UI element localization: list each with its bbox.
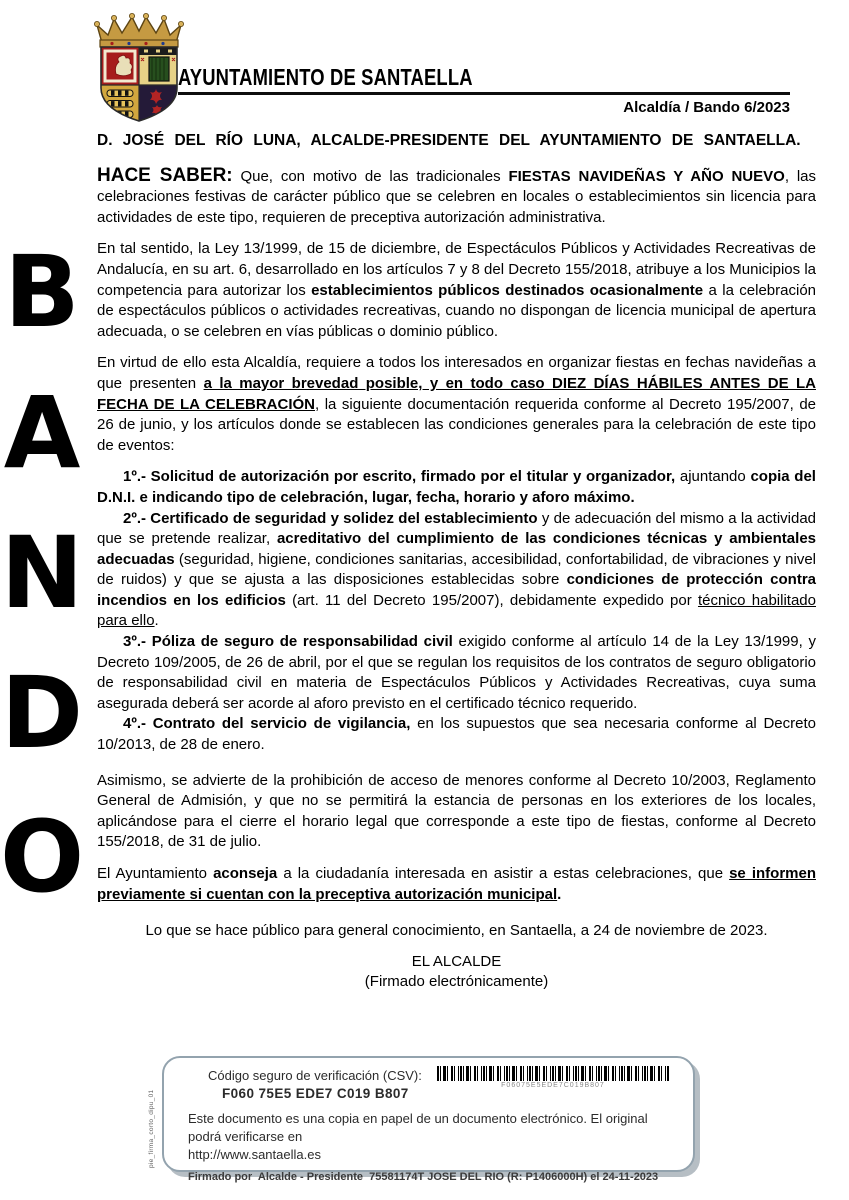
verification-box [162, 1056, 695, 1183]
barcode-icon [437, 1066, 669, 1081]
bando-letter-n: N [0, 516, 84, 631]
paragraph-item-1: 1º.- Solicitud de autorización por escrito, firmado por el titular y organizador, ajuntando copia del D.N.I. e indicando tipo de celebración, lugar, fecha, horario y aforo máximo. [97, 468, 816, 506]
csv-row [188, 1066, 675, 1108]
csv-label: Código seguro de verificación (CSV): [208, 1068, 422, 1083]
csv-code: F060 75E5 EDE7 C019 B807 [222, 1086, 409, 1101]
crown-icon [94, 13, 183, 47]
paragraph-en-tal-sentido: En tal sentido, la Ley 13/1999, de 15 de diciembre, de Espectáculos Públicos y Actividades Recreativas de Andalucía, en su art. 6, desarrollado en los artículos 7 y 8 del Decreto 155/2018, atribuye a los Municipios la competencia para autorizar los establecimientos públicos destinados ocasionalmente a la celebración de espectáculos públicos o actividades recreativas, cuando no dispongan de licencia municipal de apertura adecuada, o se celebren en vías públicas o dominio público. [97, 240, 816, 340]
shield-icon [101, 47, 177, 124]
document-body [97, 131, 816, 1004]
footer-side-code: pie_firma_corto_dipu_01 [148, 1089, 155, 1168]
page-title: AYUNTAMIENTO DE SANTAELLA [178, 64, 473, 90]
verification-url: http://www.santaella.es [188, 1147, 321, 1162]
bando-letter-a: A [3, 376, 81, 491]
barcode-block [437, 1066, 669, 1089]
barcode-value: F06075E5EDE7C019B807 [501, 1082, 605, 1089]
bando-letter-b: B [4, 235, 80, 350]
signature-title: EL ALCALDE [411, 952, 502, 970]
paragraph-addressee: D. JOSÉ DEL RÍO LUNA, ALCALDE-PRESIDENTE DEL AYUNTAMIENTO DE SANTAELLA. [97, 132, 801, 149]
santaella-coat-of-arms-icon [86, 12, 192, 124]
paragraph-item-2: 2º.- Certificado de seguridad y solidez del establecimiento y de adecuación del mismo a la actividad que se pretende realizar, acreditativo del cumplimiento de las condiciones técnicas y ambientales adecuadas (seguridad, higiene, condiciones sanitarias, accesibilidad, confortabilidad, de vibraciones y nivel de ruidos) y que se ajusta a las disposiciones establecidas sobre condiciones de protección contra incendios en los edificios (art. 11 del Decreto 195/2007), debidamente expedido por técnico habilitado para ello. [97, 509, 817, 630]
paragraph-item-4: 4º.- Contrato del servicio de vigilancia, en los supuestos que sea necesaria conforme al Decreto 10/2013, de 28 de enero. [97, 715, 816, 754]
header-divider [178, 92, 790, 95]
bando-letter-o: O [0, 800, 85, 915]
signature-note: (Firmado electrónicamente) [364, 973, 549, 991]
signed-by-line: Firmado por Alcalde - Presidente 75581174T JOSE DEL RIO (R: P1406000H) el 24-11-2023 [188, 1171, 659, 1183]
bando-vertical-word [0, 0, 84, 1200]
paragraph-hace-saber: HACE SABER: Que, con motivo de las tradicionales FIESTAS NAVIDEÑAS Y AÑO NUEVO, las celebraciones festivas de carácter público que se celebren en locales o establecimientos sin licencia para actividades de este tipo, requieren de preceptiva autorización administrativa. [97, 164, 817, 226]
document-reference: Alcaldía / Bando 6/2023 [623, 99, 790, 116]
paragraph-item-3: 3º.- Póliza de seguro de responsabilidad civil exigido conforme al artículo 14 de la Ley 13/1999, y Decreto 109/2005, de 26 de abril, por el que se regulan los requisitos de los contratos de seguro obligatorio de responsabilidad civil en materia de Espectáculos Públicos y Actividades Recreativas, cuya suma asegurada deberá ser acorde al aforo previsto en el certificado técnico requerido. [97, 633, 817, 712]
closing-statement: Lo que se hace público para general conocimiento, en Santaella, a 24 de noviembre de 2023. [145, 922, 768, 940]
paragraph-asimismo: Asimismo, se advierte de la prohibición de acceso de menores conforme al Decreto 10/2003, Reglamento General de Admisión, y que no se permitirá la estancia de personas en los exteriores de los locales, aplicándose para el cierre el horario legal que corresponde a este tipo de fiestas, conforme al Decreto 155/2018, de 31 de julio. [97, 771, 816, 851]
verification-note: Este documento es una copia en papel de un documento electrónico. El original podrá verificarse en [188, 1111, 648, 1144]
paragraph-aconseja: El Ayuntamiento aconseja a la ciudadanía interesada en asistir a estas celebraciones, que se informen previamente si cuentan con la preceptiva autorización municipal. [97, 865, 816, 903]
bando-letter-d: D [0, 656, 84, 771]
paragraph-en-virtud: En virtud de ello esta Alcaldía, requiere a todos los interesados en organizar fiestas en fechas navideñas a que presenten a la mayor brevedad posible, y en todo caso DIEZ DÍAS HÁBILES ANTES DE LA FECHA DE LA CELEBRACIÓN, la siguiente documentación requerida conforme al Decreto 195/2007, de 26 de junio, y los artículos donde se establecen las condiciones generales para la celebración de este tipo de eventos: [97, 354, 816, 454]
